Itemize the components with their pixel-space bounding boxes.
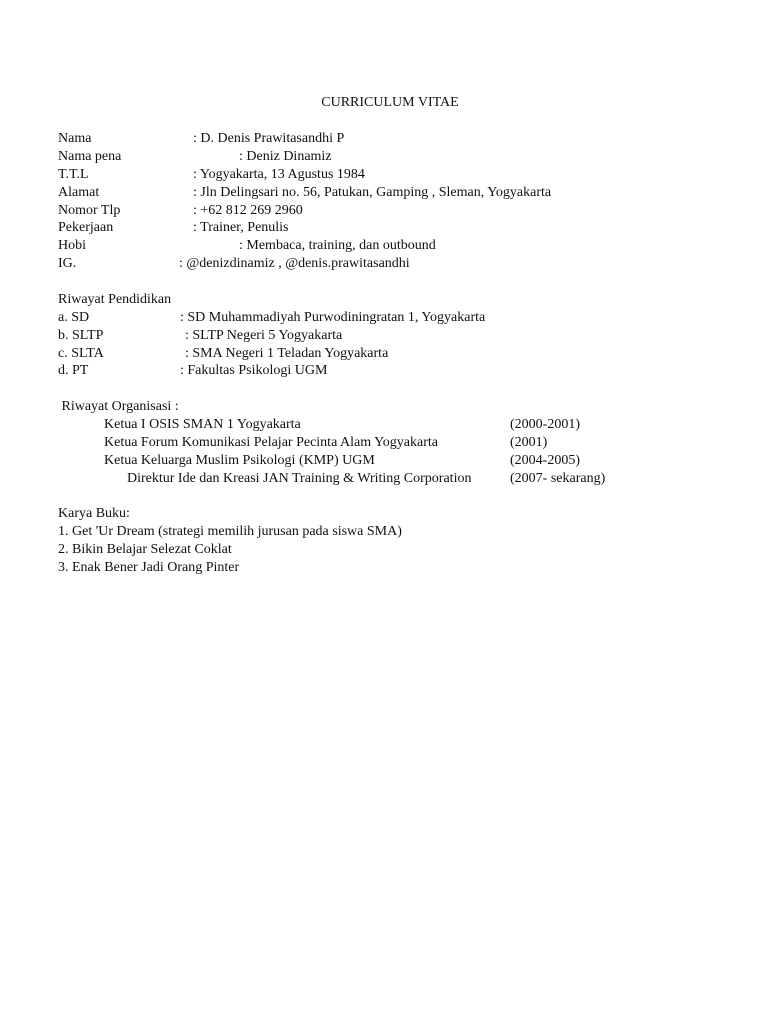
education-value: : Fakultas Psikologi UGM — [180, 363, 328, 378]
profile-value: : Yogyakarta, 13 Agustus 1984 — [193, 167, 365, 182]
organization-years: (2001) — [510, 435, 548, 450]
organization-name: Direktur Ide dan Kreasi JAN Training & Writing Corporation — [127, 471, 472, 486]
organization-name: Ketua Keluarga Muslim Psikologi (KMP) UGM — [104, 453, 375, 468]
profile-value: : Deniz Dinamiz — [239, 149, 332, 164]
profile-value: : Membaca, training, dan outbound — [239, 238, 436, 253]
education-label: d. PT — [58, 363, 89, 378]
profile-label: Nama — [58, 131, 92, 146]
profile-value: : Trainer, Penulis — [193, 220, 289, 235]
education-label: a. SD — [58, 310, 90, 325]
profile-label: IG. — [58, 256, 77, 271]
profile-value: : D. Denis Prawitasandhi P — [193, 131, 345, 146]
book-item: 1. Get 'Ur Dream (strategi memilih jurusan pada siswa SMA) — [58, 524, 402, 539]
education-value: : SMA Negeri 1 Teladan Yogyakarta — [185, 346, 389, 361]
books-heading: Karya Buku: — [58, 506, 130, 521]
organization-years: (2007- sekarang) — [510, 471, 606, 486]
profile-label: Nama pena — [58, 149, 122, 164]
profile-label: Hobi — [58, 238, 86, 253]
book-item: 3. Enak Bener Jadi Orang Pinter — [58, 560, 240, 575]
profile-label: Pekerjaan — [58, 220, 114, 235]
profile-value: : Jln Delingsari no. 56, Patukan, Gamping , Sleman, Yogyakarta — [193, 185, 552, 200]
education-value: : SLTP Negeri 5 Yogyakarta — [185, 328, 343, 343]
profile-label: T.T.L — [58, 167, 89, 182]
organization-name: Ketua I OSIS SMAN 1 Yogyakarta — [104, 417, 301, 432]
profile-label: Alamat — [58, 185, 100, 200]
education-label: c. SLTA — [58, 346, 104, 361]
organization-years: (2004-2005) — [510, 453, 580, 468]
profile-label: Nomor Tlp — [58, 203, 121, 218]
organization-years: (2000-2001) — [510, 417, 580, 432]
book-item: 2. Bikin Belajar Selezat Coklat — [58, 542, 232, 557]
organization-name: Ketua Forum Komunikasi Pelajar Pecinta Alam Yogyakarta — [104, 435, 438, 450]
profile-value: : @denizdinamiz , @denis.prawitasandhi — [179, 256, 410, 271]
education-label: b. SLTP — [58, 328, 104, 343]
document-title: CURRICULUM VITAE — [321, 95, 459, 110]
education-heading: Riwayat Pendidikan — [58, 292, 172, 307]
organization-heading: Riwayat Organisasi : — [58, 399, 179, 414]
profile-value: : +62 812 269 2960 — [193, 203, 303, 218]
education-value: : SD Muhammadiyah Purwodiningratan 1, Yogyakarta — [180, 310, 486, 325]
